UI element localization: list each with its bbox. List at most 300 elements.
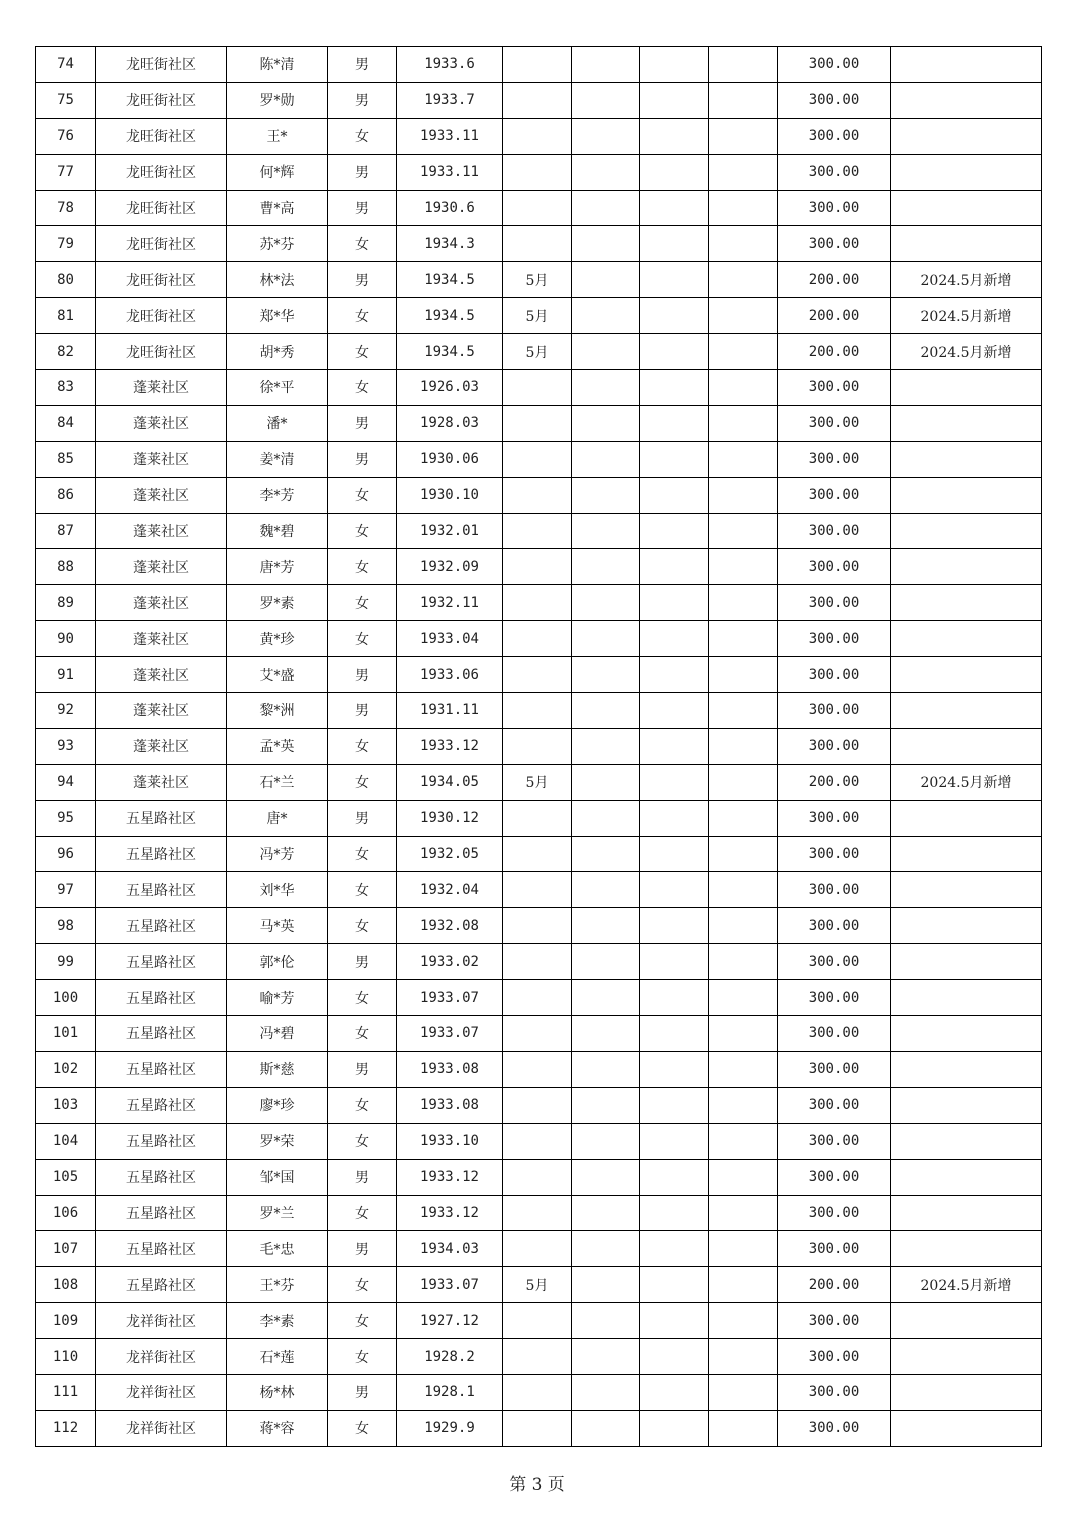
start-month-cell bbox=[503, 477, 572, 513]
community-cell: 龙旺街社区 bbox=[96, 82, 227, 118]
blank-cell bbox=[709, 190, 778, 226]
name-cell: 邹*国 bbox=[227, 1159, 328, 1195]
blank-cell bbox=[640, 477, 709, 513]
blank-cell bbox=[572, 1231, 640, 1267]
serial-number-cell: 104 bbox=[36, 1123, 96, 1159]
start-month-cell bbox=[503, 370, 572, 406]
remark-cell bbox=[891, 621, 1042, 657]
table-row bbox=[36, 262, 1042, 298]
remark-cell bbox=[891, 82, 1042, 118]
community-cell: 五星路社区 bbox=[96, 1231, 227, 1267]
serial-number-cell: 85 bbox=[36, 441, 96, 477]
birth-date-cell: 1933.08 bbox=[397, 1051, 503, 1087]
blank-cell bbox=[709, 47, 778, 83]
table-row bbox=[36, 441, 1042, 477]
name-cell: 石*兰 bbox=[227, 764, 328, 800]
start-month-cell bbox=[503, 1159, 572, 1195]
remark-cell: 2024.5月新增 bbox=[891, 1267, 1042, 1303]
gender-cell: 女 bbox=[328, 836, 397, 872]
community-cell: 五星路社区 bbox=[96, 872, 227, 908]
gender-cell: 女 bbox=[328, 549, 397, 585]
community-cell: 龙旺街社区 bbox=[96, 298, 227, 334]
blank-cell bbox=[572, 1303, 640, 1339]
blank-cell bbox=[640, 82, 709, 118]
blank-cell bbox=[709, 944, 778, 980]
blank-cell bbox=[572, 549, 640, 585]
serial-number-cell: 92 bbox=[36, 693, 96, 729]
serial-number-cell: 93 bbox=[36, 728, 96, 764]
table-row bbox=[36, 154, 1042, 190]
table-row bbox=[36, 1016, 1042, 1052]
blank-cell bbox=[640, 1159, 709, 1195]
blank-cell bbox=[640, 764, 709, 800]
name-cell: 郑*华 bbox=[227, 298, 328, 334]
remark-cell bbox=[891, 1339, 1042, 1375]
blank-cell bbox=[640, 1339, 709, 1375]
blank-cell bbox=[709, 405, 778, 441]
community-cell: 龙旺街社区 bbox=[96, 262, 227, 298]
blank-cell bbox=[640, 1374, 709, 1410]
table-row bbox=[36, 800, 1042, 836]
name-cell: 马*英 bbox=[227, 908, 328, 944]
name-cell: 李*素 bbox=[227, 1303, 328, 1339]
birth-date-cell: 1930.10 bbox=[397, 477, 503, 513]
blank-cell bbox=[640, 513, 709, 549]
blank-cell bbox=[640, 118, 709, 154]
amount-cell: 300.00 bbox=[778, 1159, 891, 1195]
birth-date-cell: 1934.3 bbox=[397, 226, 503, 262]
remark-cell bbox=[891, 47, 1042, 83]
remark-cell: 2024.5月新增 bbox=[891, 262, 1042, 298]
blank-cell bbox=[640, 154, 709, 190]
community-cell: 蓬莱社区 bbox=[96, 657, 227, 693]
table-row bbox=[36, 1303, 1042, 1339]
amount-cell: 300.00 bbox=[778, 190, 891, 226]
community-cell: 蓬莱社区 bbox=[96, 764, 227, 800]
serial-number-cell: 107 bbox=[36, 1231, 96, 1267]
blank-cell bbox=[709, 657, 778, 693]
blank-cell bbox=[572, 908, 640, 944]
gender-cell: 女 bbox=[328, 1195, 397, 1231]
gender-cell: 男 bbox=[328, 1159, 397, 1195]
gender-cell: 男 bbox=[328, 1231, 397, 1267]
start-month-cell bbox=[503, 82, 572, 118]
table-row bbox=[36, 1374, 1042, 1410]
blank-cell bbox=[572, 944, 640, 980]
serial-number-cell: 102 bbox=[36, 1051, 96, 1087]
community-cell: 龙祥街社区 bbox=[96, 1410, 227, 1446]
table-row bbox=[36, 334, 1042, 370]
amount-cell: 300.00 bbox=[778, 1410, 891, 1446]
blank-cell bbox=[572, 1267, 640, 1303]
blank-cell bbox=[709, 154, 778, 190]
blank-cell bbox=[709, 1123, 778, 1159]
name-cell: 王*芬 bbox=[227, 1267, 328, 1303]
amount-cell: 300.00 bbox=[778, 1231, 891, 1267]
birth-date-cell: 1933.11 bbox=[397, 118, 503, 154]
community-cell: 蓬莱社区 bbox=[96, 441, 227, 477]
blank-cell bbox=[572, 1410, 640, 1446]
name-cell: 孟*英 bbox=[227, 728, 328, 764]
name-cell: 唐*芳 bbox=[227, 549, 328, 585]
start-month-cell bbox=[503, 836, 572, 872]
start-month-cell bbox=[503, 1051, 572, 1087]
gender-cell: 女 bbox=[328, 1303, 397, 1339]
remark-cell bbox=[891, 549, 1042, 585]
remark-cell bbox=[891, 836, 1042, 872]
blank-cell bbox=[709, 441, 778, 477]
community-cell: 五星路社区 bbox=[96, 1051, 227, 1087]
name-cell: 李*芳 bbox=[227, 477, 328, 513]
blank-cell bbox=[572, 226, 640, 262]
birth-date-cell: 1930.06 bbox=[397, 441, 503, 477]
serial-number-cell: 99 bbox=[36, 944, 96, 980]
community-cell: 龙旺街社区 bbox=[96, 47, 227, 83]
gender-cell: 女 bbox=[328, 585, 397, 621]
serial-number-cell: 82 bbox=[36, 334, 96, 370]
blank-cell bbox=[640, 585, 709, 621]
community-cell: 龙祥街社区 bbox=[96, 1303, 227, 1339]
table-row bbox=[36, 764, 1042, 800]
amount-cell: 200.00 bbox=[778, 334, 891, 370]
start-month-cell bbox=[503, 1016, 572, 1052]
birth-date-cell: 1933.10 bbox=[397, 1123, 503, 1159]
name-cell: 罗*素 bbox=[227, 585, 328, 621]
serial-number-cell: 87 bbox=[36, 513, 96, 549]
roster-body bbox=[36, 47, 1042, 1447]
birth-date-cell: 1933.07 bbox=[397, 1267, 503, 1303]
blank-cell bbox=[640, 262, 709, 298]
start-month-cell bbox=[503, 513, 572, 549]
birth-date-cell: 1930.6 bbox=[397, 190, 503, 226]
amount-cell: 300.00 bbox=[778, 1016, 891, 1052]
blank-cell bbox=[640, 1410, 709, 1446]
name-cell: 冯*芳 bbox=[227, 836, 328, 872]
birth-date-cell: 1932.11 bbox=[397, 585, 503, 621]
start-month-cell bbox=[503, 657, 572, 693]
table-row bbox=[36, 1159, 1042, 1195]
blank-cell bbox=[709, 621, 778, 657]
birth-date-cell: 1934.5 bbox=[397, 298, 503, 334]
remark-cell bbox=[891, 441, 1042, 477]
serial-number-cell: 96 bbox=[36, 836, 96, 872]
start-month-cell bbox=[503, 226, 572, 262]
community-cell: 蓬莱社区 bbox=[96, 405, 227, 441]
name-cell: 王* bbox=[227, 118, 328, 154]
amount-cell: 300.00 bbox=[778, 800, 891, 836]
remark-cell bbox=[891, 1016, 1042, 1052]
table-row bbox=[36, 82, 1042, 118]
blank-cell bbox=[709, 1303, 778, 1339]
serial-number-cell: 106 bbox=[36, 1195, 96, 1231]
birth-date-cell: 1932.05 bbox=[397, 836, 503, 872]
blank-cell bbox=[709, 549, 778, 585]
birth-date-cell: 1934.5 bbox=[397, 334, 503, 370]
birth-date-cell: 1929.9 bbox=[397, 1410, 503, 1446]
amount-cell: 300.00 bbox=[778, 1195, 891, 1231]
gender-cell: 女 bbox=[328, 513, 397, 549]
start-month-cell bbox=[503, 872, 572, 908]
blank-cell bbox=[709, 226, 778, 262]
blank-cell bbox=[640, 226, 709, 262]
amount-cell: 300.00 bbox=[778, 1339, 891, 1375]
blank-cell bbox=[709, 298, 778, 334]
start-month-cell bbox=[503, 980, 572, 1016]
community-cell: 五星路社区 bbox=[96, 800, 227, 836]
amount-cell: 300.00 bbox=[778, 226, 891, 262]
community-cell: 五星路社区 bbox=[96, 1016, 227, 1052]
blank-cell bbox=[709, 1159, 778, 1195]
name-cell: 陈*清 bbox=[227, 47, 328, 83]
serial-number-cell: 90 bbox=[36, 621, 96, 657]
serial-number-cell: 100 bbox=[36, 980, 96, 1016]
serial-number-cell: 74 bbox=[36, 47, 96, 83]
blank-cell bbox=[640, 441, 709, 477]
blank-cell bbox=[640, 621, 709, 657]
community-cell: 五星路社区 bbox=[96, 980, 227, 1016]
gender-cell: 女 bbox=[328, 764, 397, 800]
amount-cell: 200.00 bbox=[778, 1267, 891, 1303]
remark-cell bbox=[891, 118, 1042, 154]
amount-cell: 300.00 bbox=[778, 1051, 891, 1087]
blank-cell bbox=[572, 1016, 640, 1052]
table-row bbox=[36, 118, 1042, 154]
blank-cell bbox=[572, 1159, 640, 1195]
blank-cell bbox=[640, 908, 709, 944]
birth-date-cell: 1933.12 bbox=[397, 728, 503, 764]
start-month-cell: 5月 bbox=[503, 262, 572, 298]
start-month-cell bbox=[503, 1231, 572, 1267]
name-cell: 黄*珍 bbox=[227, 621, 328, 657]
gender-cell: 女 bbox=[328, 477, 397, 513]
start-month-cell: 5月 bbox=[503, 764, 572, 800]
remark-cell bbox=[891, 1231, 1042, 1267]
blank-cell bbox=[572, 82, 640, 118]
blank-cell bbox=[572, 262, 640, 298]
community-cell: 五星路社区 bbox=[96, 1087, 227, 1123]
serial-number-cell: 111 bbox=[36, 1374, 96, 1410]
birth-date-cell: 1933.08 bbox=[397, 1087, 503, 1123]
amount-cell: 300.00 bbox=[778, 82, 891, 118]
community-cell: 蓬莱社区 bbox=[96, 370, 227, 406]
serial-number-cell: 109 bbox=[36, 1303, 96, 1339]
serial-number-cell: 77 bbox=[36, 154, 96, 190]
blank-cell bbox=[640, 1123, 709, 1159]
blank-cell bbox=[640, 872, 709, 908]
remark-cell bbox=[891, 908, 1042, 944]
remark-cell bbox=[891, 980, 1042, 1016]
blank-cell bbox=[640, 1016, 709, 1052]
gender-cell: 女 bbox=[328, 118, 397, 154]
gender-cell: 女 bbox=[328, 872, 397, 908]
start-month-cell bbox=[503, 47, 572, 83]
community-cell: 蓬莱社区 bbox=[96, 728, 227, 764]
name-cell: 苏*芬 bbox=[227, 226, 328, 262]
table-row bbox=[36, 226, 1042, 262]
amount-cell: 300.00 bbox=[778, 370, 891, 406]
remark-cell bbox=[891, 1159, 1042, 1195]
gender-cell: 男 bbox=[328, 657, 397, 693]
amount-cell: 300.00 bbox=[778, 872, 891, 908]
community-cell: 蓬莱社区 bbox=[96, 549, 227, 585]
table-row bbox=[36, 405, 1042, 441]
gender-cell: 女 bbox=[328, 1016, 397, 1052]
gender-cell: 男 bbox=[328, 262, 397, 298]
amount-cell: 300.00 bbox=[778, 728, 891, 764]
blank-cell bbox=[709, 370, 778, 406]
table-row bbox=[36, 621, 1042, 657]
gender-cell: 男 bbox=[328, 800, 397, 836]
remark-cell: 2024.5月新增 bbox=[891, 298, 1042, 334]
gender-cell: 男 bbox=[328, 693, 397, 729]
remark-cell bbox=[891, 657, 1042, 693]
gender-cell: 女 bbox=[328, 1087, 397, 1123]
name-cell: 杨*林 bbox=[227, 1374, 328, 1410]
remark-cell bbox=[891, 1195, 1042, 1231]
blank-cell bbox=[709, 764, 778, 800]
blank-cell bbox=[640, 1195, 709, 1231]
blank-cell bbox=[709, 477, 778, 513]
start-month-cell bbox=[503, 1410, 572, 1446]
serial-number-cell: 110 bbox=[36, 1339, 96, 1375]
start-month-cell bbox=[503, 621, 572, 657]
table-row bbox=[36, 836, 1042, 872]
blank-cell bbox=[572, 980, 640, 1016]
blank-cell bbox=[572, 298, 640, 334]
blank-cell bbox=[572, 836, 640, 872]
amount-cell: 300.00 bbox=[778, 944, 891, 980]
blank-cell bbox=[709, 800, 778, 836]
name-cell: 石*莲 bbox=[227, 1339, 328, 1375]
start-month-cell bbox=[503, 1303, 572, 1339]
gender-cell: 女 bbox=[328, 908, 397, 944]
blank-cell bbox=[640, 334, 709, 370]
blank-cell bbox=[572, 1051, 640, 1087]
blank-cell bbox=[572, 693, 640, 729]
blank-cell bbox=[709, 728, 778, 764]
blank-cell bbox=[640, 549, 709, 585]
birth-date-cell: 1934.03 bbox=[397, 1231, 503, 1267]
blank-cell bbox=[640, 944, 709, 980]
start-month-cell: 5月 bbox=[503, 298, 572, 334]
table-row bbox=[36, 908, 1042, 944]
birth-date-cell: 1933.07 bbox=[397, 1016, 503, 1052]
amount-cell: 300.00 bbox=[778, 441, 891, 477]
community-cell: 五星路社区 bbox=[96, 1159, 227, 1195]
serial-number-cell: 108 bbox=[36, 1267, 96, 1303]
birth-date-cell: 1926.03 bbox=[397, 370, 503, 406]
blank-cell bbox=[709, 1267, 778, 1303]
blank-cell bbox=[640, 1051, 709, 1087]
community-cell: 蓬莱社区 bbox=[96, 477, 227, 513]
amount-cell: 300.00 bbox=[778, 513, 891, 549]
blank-cell bbox=[640, 800, 709, 836]
blank-cell bbox=[709, 513, 778, 549]
page-number: 第 3 页 bbox=[509, 1475, 565, 1495]
amount-cell: 200.00 bbox=[778, 298, 891, 334]
gender-cell: 男 bbox=[328, 405, 397, 441]
blank-cell bbox=[640, 1231, 709, 1267]
community-cell: 龙旺街社区 bbox=[96, 226, 227, 262]
table-row bbox=[36, 1051, 1042, 1087]
blank-cell bbox=[709, 118, 778, 154]
start-month-cell bbox=[503, 154, 572, 190]
birth-date-cell: 1933.06 bbox=[397, 657, 503, 693]
amount-cell: 300.00 bbox=[778, 980, 891, 1016]
amount-cell: 300.00 bbox=[778, 1087, 891, 1123]
blank-cell bbox=[709, 1195, 778, 1231]
serial-number-cell: 78 bbox=[36, 190, 96, 226]
name-cell: 徐*平 bbox=[227, 370, 328, 406]
blank-cell bbox=[640, 190, 709, 226]
gender-cell: 女 bbox=[328, 621, 397, 657]
blank-cell bbox=[572, 585, 640, 621]
gender-cell: 女 bbox=[328, 1267, 397, 1303]
name-cell: 喻*芳 bbox=[227, 980, 328, 1016]
gender-cell: 女 bbox=[328, 226, 397, 262]
serial-number-cell: 91 bbox=[36, 657, 96, 693]
blank-cell bbox=[709, 262, 778, 298]
community-cell: 五星路社区 bbox=[96, 1267, 227, 1303]
name-cell: 刘*华 bbox=[227, 872, 328, 908]
amount-cell: 200.00 bbox=[778, 764, 891, 800]
amount-cell: 300.00 bbox=[778, 405, 891, 441]
amount-cell: 300.00 bbox=[778, 549, 891, 585]
blank-cell bbox=[572, 118, 640, 154]
remark-cell: 2024.5月新增 bbox=[891, 764, 1042, 800]
start-month-cell bbox=[503, 728, 572, 764]
remark-cell bbox=[891, 1087, 1042, 1123]
table-row bbox=[36, 1087, 1042, 1123]
serial-number-cell: 105 bbox=[36, 1159, 96, 1195]
community-cell: 龙祥街社区 bbox=[96, 1374, 227, 1410]
blank-cell bbox=[572, 334, 640, 370]
birth-date-cell: 1933.12 bbox=[397, 1195, 503, 1231]
birth-date-cell: 1931.11 bbox=[397, 693, 503, 729]
remark-cell bbox=[891, 800, 1042, 836]
blank-cell bbox=[572, 1195, 640, 1231]
blank-cell bbox=[640, 836, 709, 872]
blank-cell bbox=[709, 980, 778, 1016]
table-row bbox=[36, 1123, 1042, 1159]
blank-cell bbox=[709, 1339, 778, 1375]
serial-number-cell: 94 bbox=[36, 764, 96, 800]
serial-number-cell: 89 bbox=[36, 585, 96, 621]
community-cell: 五星路社区 bbox=[96, 944, 227, 980]
blank-cell bbox=[640, 298, 709, 334]
blank-cell bbox=[640, 1303, 709, 1339]
gender-cell: 男 bbox=[328, 1374, 397, 1410]
birth-date-cell: 1932.01 bbox=[397, 513, 503, 549]
table-row bbox=[36, 944, 1042, 980]
blank-cell bbox=[709, 1087, 778, 1123]
gender-cell: 女 bbox=[328, 980, 397, 1016]
birth-date-cell: 1932.09 bbox=[397, 549, 503, 585]
community-cell: 龙旺街社区 bbox=[96, 334, 227, 370]
gender-cell: 男 bbox=[328, 441, 397, 477]
blank-cell bbox=[640, 1087, 709, 1123]
community-cell: 蓬莱社区 bbox=[96, 621, 227, 657]
remark-cell bbox=[891, 190, 1042, 226]
blank-cell bbox=[709, 1410, 778, 1446]
birth-date-cell: 1933.04 bbox=[397, 621, 503, 657]
name-cell: 魏*碧 bbox=[227, 513, 328, 549]
name-cell: 蒋*容 bbox=[227, 1410, 328, 1446]
name-cell: 胡*秀 bbox=[227, 334, 328, 370]
serial-number-cell: 75 bbox=[36, 82, 96, 118]
remark-cell bbox=[891, 405, 1042, 441]
blank-cell bbox=[572, 657, 640, 693]
